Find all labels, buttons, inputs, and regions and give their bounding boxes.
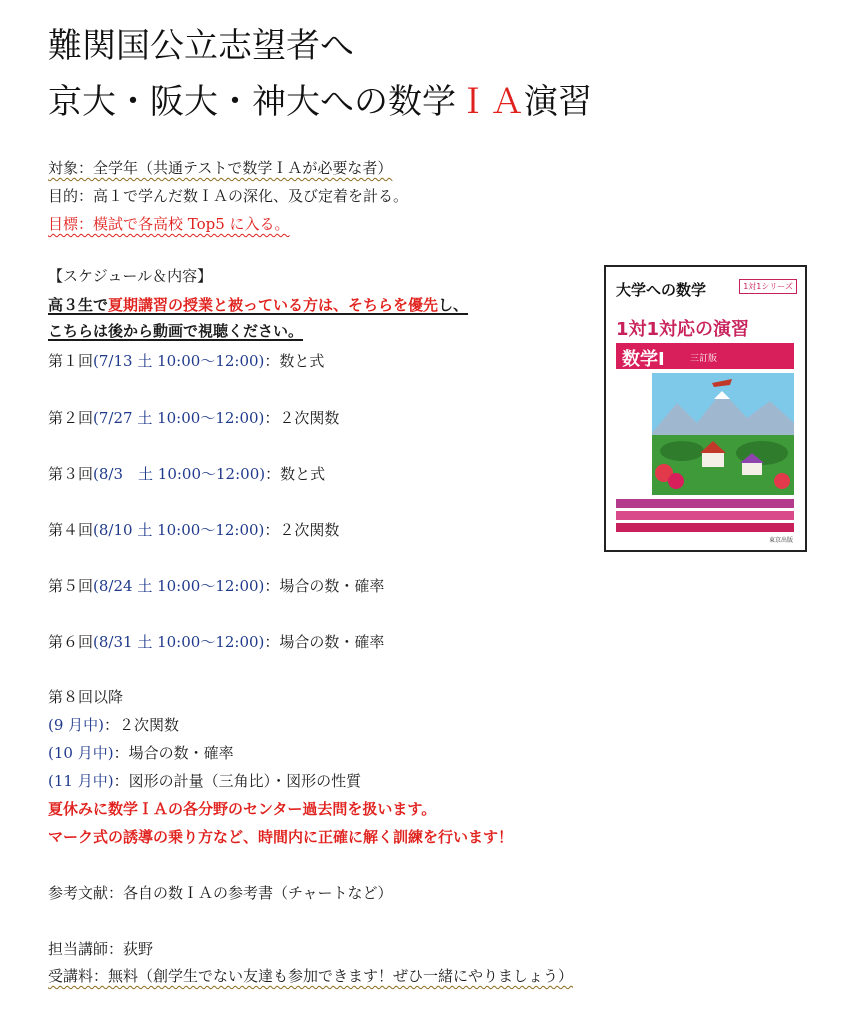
later-3 bbox=[48, 771, 361, 791]
notice-priority: 夏期講習の授業と被っている方は、そちらを優先 bbox=[108, 296, 439, 314]
summer-line-1: 夏休みに数学ＩＡの各分野のセンター過去問を扱います。 bbox=[48, 800, 437, 818]
book-landscape-illustration bbox=[652, 373, 794, 495]
schedule-heading: 【スケジュール＆内容】 bbox=[48, 267, 213, 285]
session-date: (7/27 土 10:00〜12:00) bbox=[93, 409, 265, 427]
session-label: 第２回 bbox=[48, 409, 94, 427]
session-topic: ：場合の数・確率 bbox=[264, 577, 385, 595]
book-subtitle: 1対1対応の演習 bbox=[616, 319, 750, 340]
session-5 bbox=[48, 576, 384, 596]
session-topic: ：数と式 bbox=[264, 352, 325, 370]
session-6 bbox=[48, 632, 384, 652]
session-topic: ：場合の数・確率 bbox=[264, 633, 385, 651]
later-date: (9 月中) bbox=[48, 716, 105, 734]
notice-line-1 bbox=[48, 295, 468, 315]
session-3 bbox=[48, 464, 325, 484]
session-label: 第４回 bbox=[48, 521, 94, 539]
page-title-line-2 bbox=[48, 82, 592, 122]
instructor-line: 担当講師：荻野 bbox=[48, 940, 154, 958]
notice-prefix: 高３生で bbox=[48, 296, 109, 314]
later-2 bbox=[48, 743, 234, 763]
session-date: (8/24 土 10:00〜12:00) bbox=[93, 577, 265, 595]
later-heading: 第８回以降 bbox=[48, 688, 124, 706]
session-topic: ：数と式 bbox=[265, 465, 326, 483]
later-1 bbox=[48, 715, 179, 735]
references-line: 参考文献：各自の数ＩＡの参考書（チャートなど） bbox=[48, 884, 393, 902]
session-date: (8/10 土 10:00〜12:00) bbox=[93, 521, 265, 539]
later-topic: ：場合の数・確率 bbox=[113, 744, 234, 762]
title-prefix: 京大・阪大・神大への数学 bbox=[48, 82, 456, 122]
session-4 bbox=[48, 520, 339, 540]
session-2 bbox=[48, 408, 339, 428]
book-cover-image bbox=[604, 265, 807, 552]
notice-line-2: こちらは後から動画で視聴ください。 bbox=[48, 322, 304, 340]
session-label: 第１回 bbox=[48, 352, 94, 370]
book-edition: 三訂版 bbox=[690, 354, 718, 364]
session-label: 第３回 bbox=[48, 465, 94, 483]
book-series-badge: 1対1シリーズ bbox=[739, 279, 797, 294]
notice-suffix: し、 bbox=[438, 296, 469, 314]
session-date: (7/13 土 10:00〜12:00) bbox=[93, 352, 265, 370]
later-topic: ：２次関数 bbox=[104, 716, 180, 734]
book-feature-strips bbox=[616, 499, 794, 535]
book-strip bbox=[616, 499, 794, 508]
later-date: (10 月中) bbox=[48, 744, 114, 762]
later-topic: ：図形の計量（三角比）・図形の性質 bbox=[113, 772, 362, 790]
session-label: 第６回 bbox=[48, 633, 94, 651]
session-1 bbox=[48, 351, 324, 371]
fee-line: 受講料：無料（創学生でない友達も参加できます！ぜひ一緒にやりましょう） bbox=[48, 967, 574, 985]
session-topic: ：２次関数 bbox=[264, 521, 340, 539]
title-suffix: 演習 bbox=[524, 82, 592, 122]
summer-line-2: マーク式の誘導の乗り方など、時間内に正確に解く訓練を行います！ bbox=[48, 828, 514, 846]
page-title-line-1: 難関国公立志望者へ bbox=[48, 26, 354, 66]
later-date: (11 月中) bbox=[48, 772, 114, 790]
purpose-line: 目的：高１で学んだ数ＩＡの深化、及び定着を計る。 bbox=[48, 187, 409, 205]
session-label: 第５回 bbox=[48, 577, 94, 595]
book-publisher: 東京出版 bbox=[768, 537, 793, 544]
book-strip bbox=[616, 523, 794, 532]
book-subject: 数学Ⅰ bbox=[622, 349, 665, 370]
goal-line: 目標：模試で各高校 Top5 に入る。 bbox=[48, 215, 290, 233]
session-date: (8/3 土 10:00〜12:00) bbox=[93, 465, 266, 483]
book-logo-text: 大学への数学 bbox=[616, 281, 707, 299]
session-topic: ：２次関数 bbox=[264, 409, 340, 427]
title-accent: ＩＡ bbox=[456, 82, 524, 122]
session-date: (8/31 土 10:00〜12:00) bbox=[93, 633, 265, 651]
book-strip bbox=[616, 511, 794, 520]
target-line: 対象：全学年（共通テストで数学ＩＡが必要な者） bbox=[48, 159, 393, 177]
